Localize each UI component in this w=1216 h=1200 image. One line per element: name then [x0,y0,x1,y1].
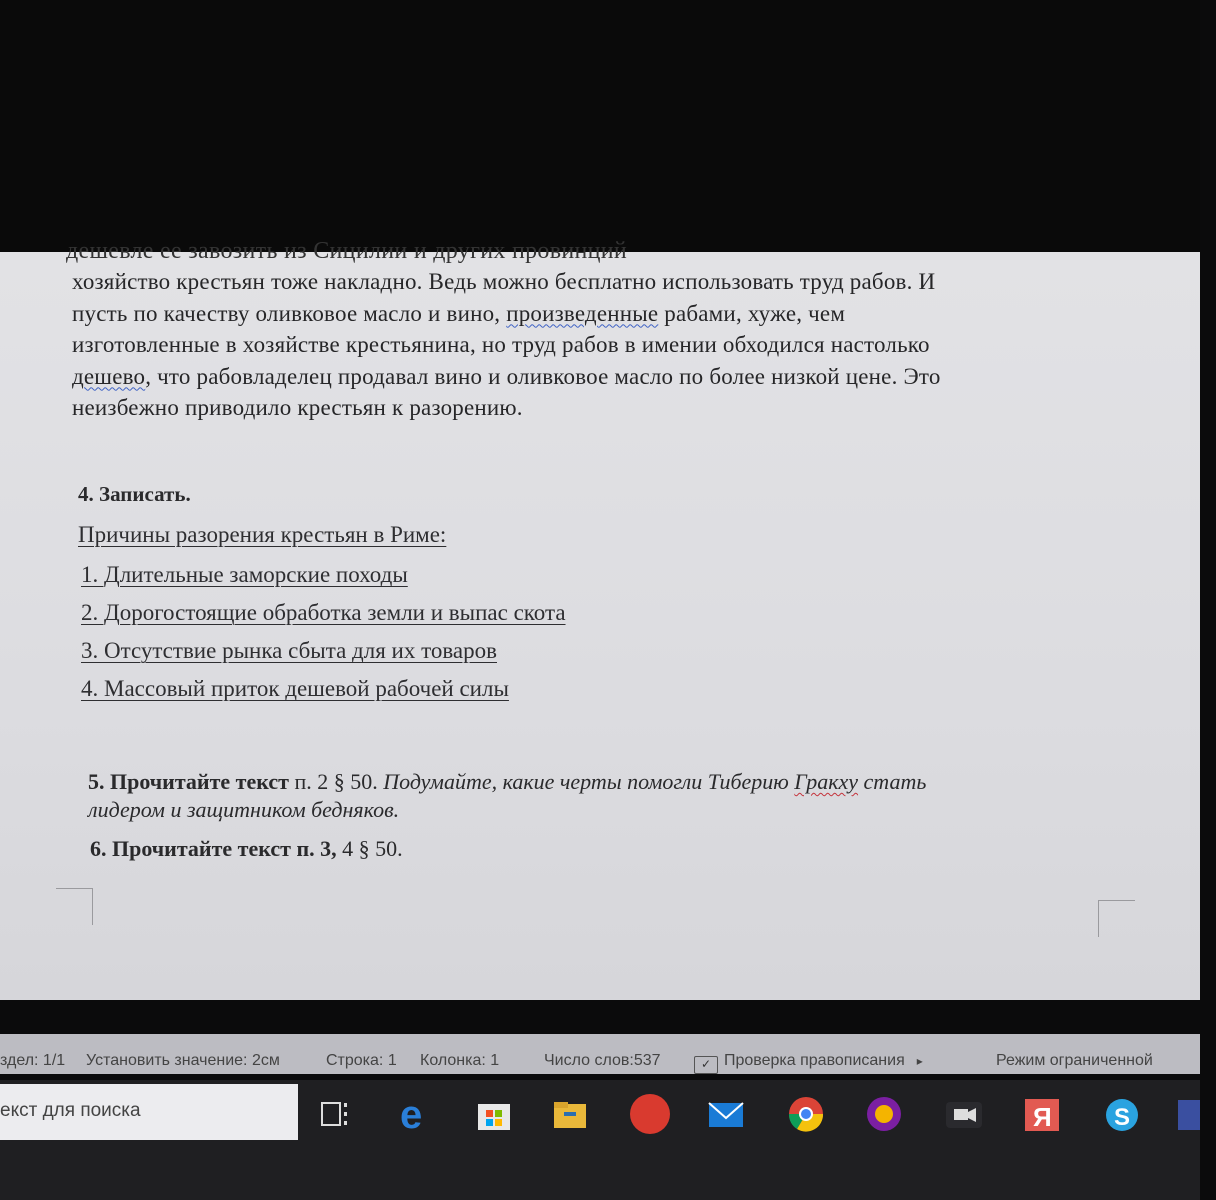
word-count[interactable]: Число слов:537 [544,1052,661,1069]
paragraph-line: изготовленные в хозяйстве крестьянина, но труд рабов в имении обходился настолько [72,332,930,357]
grammar-flagged-word[interactable]: произведенные [506,300,659,326]
paragraph-line: хозяйство крестьян тоже накладно. Ведь можно бесплатно использовать труд рабов. И [72,269,936,294]
file-explorer-icon[interactable] [550,1094,590,1134]
taskbar [0,1080,1200,1200]
grammar-flagged-word[interactable]: дешево [72,363,146,389]
store-icon[interactable] [474,1094,514,1134]
spellcheck-button[interactable]: ✓ Проверка правописания ▸ [694,1052,923,1074]
document-page[interactable] [0,238,1200,1000]
margin-corner-mark [1098,900,1135,937]
reasons-heading: Причины разорения крестьян в Риме: [78,522,447,547]
weather-icon[interactable] [630,1094,670,1134]
restricted-mode-indicator[interactable]: Режим ограниченной [996,1052,1153,1069]
body-paragraph [72,266,1092,424]
reasons-list [78,522,566,714]
list-item: 3. Отсутствие рынка сбыта для их товаров [81,638,497,663]
section-indicator[interactable]: здел: 1/1 [0,1052,66,1069]
chrome-icon[interactable] [786,1094,826,1134]
svg-text:e: e [400,1093,423,1137]
photo-dark-top [0,0,1200,252]
video-icon[interactable] [944,1094,984,1134]
column-indicator[interactable]: Колонка: 1 [420,1052,500,1069]
edge-icon[interactable] [396,1093,436,1137]
paragraph-line: дешево, что рабовладелец продавал вино и оливковое масло по более низкой цене. Это [72,363,941,389]
paragraph-line: неизбежно приводило крестьян к разорению. [72,395,523,420]
svg-text:Я: Я [1033,1102,1052,1132]
task-view-icon[interactable] [318,1094,358,1134]
task6-text: 6. Прочитайте текст п. 3, 4 § 50. [90,836,403,861]
triangle-right-icon: ▸ [916,1054,923,1068]
skype-icon[interactable] [1102,1094,1142,1134]
cut-off-text-line: дешевле ее завозить из Сицилии и других провинций [66,238,628,264]
taskbar-search-input[interactable] [0,1084,298,1140]
spellcheck-icon: ✓ [694,1056,718,1074]
list-item: 2. Дорогостоящие обработка земли и выпас скота [81,600,566,625]
paragraph-line: пусть по качеству оливковое масло и вино, произведенные рабами, хуже, чем [72,300,846,326]
margin-corner-mark [56,888,93,925]
spell-flagged-word[interactable]: Гракху [794,769,859,794]
list-item: 1. Длительные заморские походы [81,562,408,587]
svg-text:S: S [1114,1104,1131,1131]
line-indicator[interactable]: Строка: 1 [326,1052,397,1069]
status-bar [0,1034,1200,1074]
list-item: 4. Массовый приток дешевой рабочей силы [81,676,509,701]
vpn-icon[interactable] [1176,1094,1216,1134]
yandex-icon[interactable] [1022,1094,1062,1134]
browser-icon[interactable] [864,1094,904,1134]
mail-icon[interactable] [706,1094,746,1134]
search-placeholder: екст для поиска [0,1100,141,1121]
task4-heading: 4. Записать. [78,482,191,506]
set-value-indicator[interactable]: Установить значение: 2см [86,1052,280,1069]
task5-text: 5. Прочитайте текст п. 2 § 50. Подумайте, какие черты помогли Тиберию Гракху стать лидером и защитником бедняков. [88,769,927,822]
